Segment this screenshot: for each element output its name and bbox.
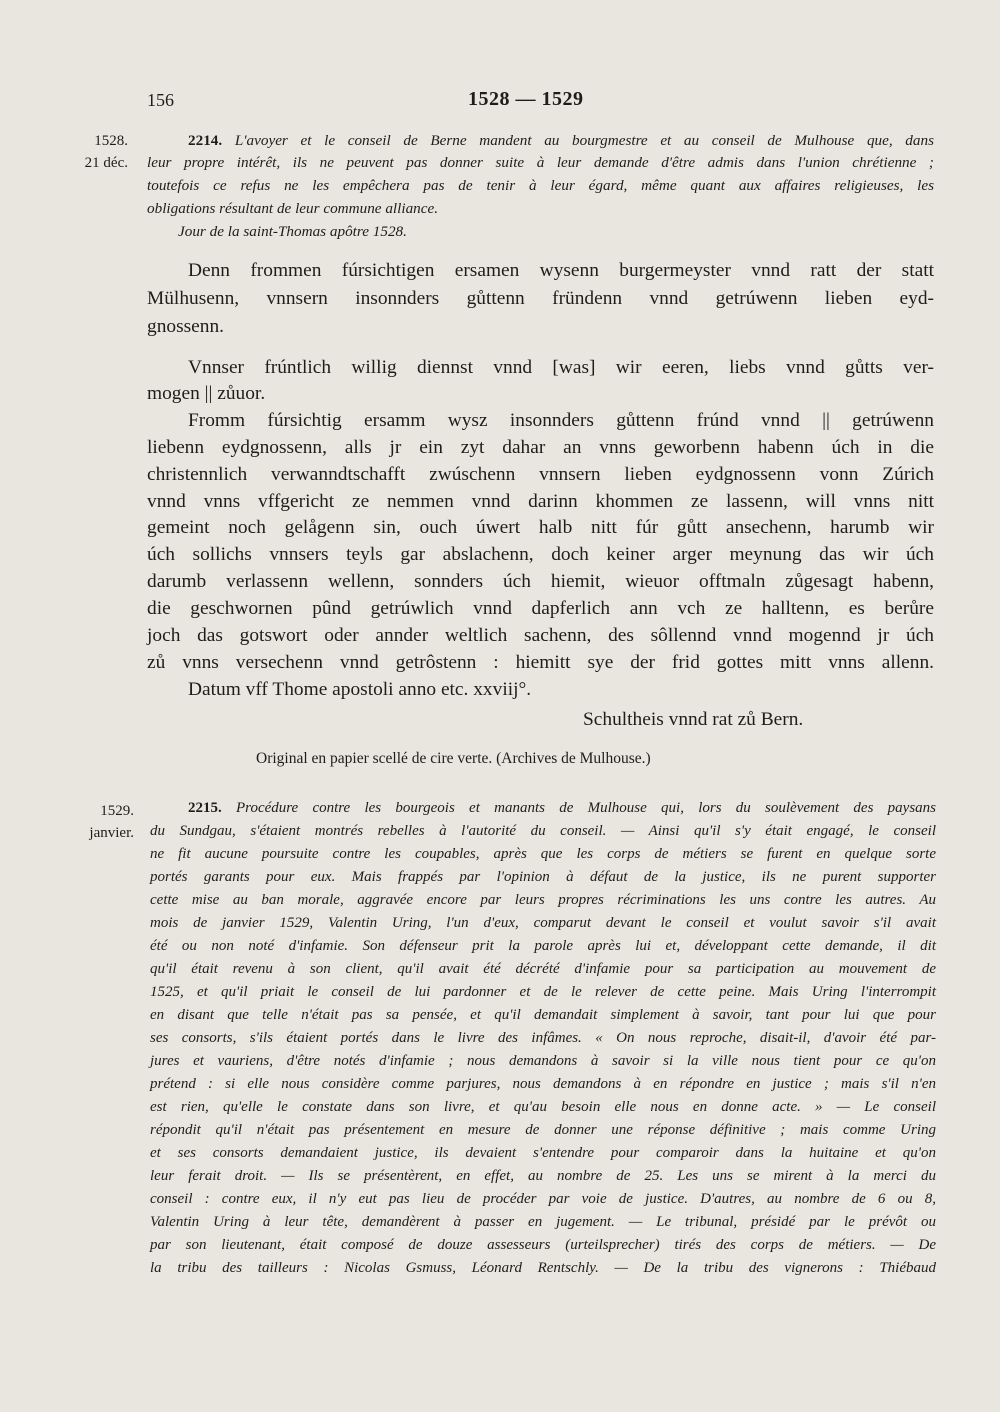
entry-2215-line: ses consorts, s'ils étaient portés dans le livre des infâmes. « On nous reproche, disait-il, d'avoir été par- [150, 1030, 936, 1046]
page-number: 156 [147, 90, 174, 110]
entry-2215-line: et ses consorts demandaient justice, ils devaient s'entendre pour comparoir dans la huitaine et qu'on [150, 1145, 936, 1161]
entry-2215-line: cette mise au ban morale, aggravée encore par leurs propres récriminations les uns contre les autres. Au [150, 892, 936, 908]
entry-2215-line: été ou non noté d'infamie. Son défenseur prit la parole après lui et, développant cette demande, il dit [150, 938, 936, 954]
text-line: joch das gotswort oder annder weltlich sachenn, des sôllennd vnnd mogennd jr úch [147, 625, 934, 646]
text-line: Datum vff Thome apostoli anno etc. xxviij°. [188, 679, 532, 700]
margin-date: 21 déc. [84, 155, 128, 171]
entry-2215-line: 1525, et qu'il priait le conseil de lui pardonner et de le relever de cette peine. Mais Uring l'interrompit [150, 984, 936, 1000]
entry-2215-line: est rien, qu'elle le constate dans son livre, et qu'au besoin elle nous en donne acte. » — Le conseil [150, 1099, 936, 1115]
text-line: gemeint noch gelågenn sin, ouch úwert halb nitt fúr gůtt ansechenn, harumb wir [147, 517, 934, 538]
text-line: darumb verlassenn wellenn, sonnders úch hiemit, wieuor offtmaln zůgesagt habenn, [147, 571, 934, 592]
entry-2214-summary-line-2: leur propre intérêt, ils ne peuvent pas donner suite à leur demande d'être admis dans l'union chrétienne ; [147, 154, 934, 171]
entry-number: 2214. [188, 132, 223, 149]
text-line: Vnnser frúntlich willig diennst vnnd [was] wir eeren, liebs vnnd gůtts ver- [188, 357, 934, 378]
text-line: Denn frommen fúrsichtigen ersamen wysenn burgermeyster vnnd ratt der statt [188, 260, 934, 281]
entry-2215-line: par son lieutenant, était composé de douze assesseurs (urteilsprecher) tirés des corps de métiers. — De [150, 1237, 936, 1253]
running-head: 1528 — 1529 [468, 88, 584, 110]
entry-2214-summary-line-1: 2214. L'avoyer et le conseil de Berne mandent au bourgmestre et au conseil de Mulhouse que, dans [188, 132, 935, 149]
entry-2215-line: mois de janvier 1529, Valentin Uring, l'un d'eux, comparut devant le conseil et voulut savoir s'il avait [150, 915, 936, 931]
text-line: mogen || zůuor. [147, 383, 266, 404]
entry-2214-date-line: Jour de la saint-Thomas apôtre 1528. [178, 223, 407, 240]
text-line: úch sollichs vnnsers teyls gar abslachenn, doch keiner arger meynung das wir úch [147, 544, 934, 565]
margin-year: 1529. [100, 803, 134, 819]
entry-2215-line: prétend : si elle nous considère comme parjures, nous demandons à en répondre en justice ; mais s'il n'en [150, 1076, 936, 1092]
margin-date: janvier. [89, 825, 134, 841]
text-line: die geschwornen pûnd getrúwlich vnnd dapferlich ann vch ze halltenn, es berůre [147, 598, 934, 619]
margin-year: 1528. [94, 133, 128, 149]
text-line: liebenn eydgnossenn, alls jr ein zyt dahar an vnns geworbenn habenn úch in die [147, 437, 934, 458]
text-line: christennlich verwanndtschafft zwúschenn vnnsern lieben eydgnossenn vonn Zúrich [147, 464, 934, 485]
text-line: Fromm fúrsichtig ersamm wysz insonnders gůttenn frúnd vnnd || getrúwenn [188, 410, 934, 431]
entry-2215-line: jures et vauriens, d'être notés d'infamie ; nous demandons à savoir si la ville nous tient pour ce qu'on [150, 1053, 936, 1069]
entry-2215-line-1: 2215. Procédure contre les bourgeois et manants de Mulhouse qui, lors du soulèvement des paysans [188, 800, 936, 816]
entry-2215-line: en disant que telle n'était pas sa pensée, et qu'il demandait simplement à savoir, tant pour lui que pour [150, 1007, 936, 1023]
text-line: vnnd vnns vffgericht ze nemmen vnnd darinn khommen ze lassenn, will vnns nitt [147, 491, 934, 512]
text-line: zů vnns versechenn vnnd getrôstenn : hiemitt sye der frid gottes mitt vnns allenn. [147, 652, 934, 673]
entry-2215-line: qu'il était revenu à son client, qu'il avait été décrété d'infamie pour sa participation au mouvement de [150, 961, 936, 977]
entry-2215-line: répondit qu'il n'était pas présentement en mesure de donner une réponse définitive ; mais comme Uring [150, 1122, 936, 1138]
entry-2214-summary-line-3: toutefois ce refus ne les empêchera pas de tenir à leur égard, même quant aux affaires religieuses, les [147, 177, 934, 194]
entry-2215-line: du Sundgau, s'étaient montrés rebelles à l'autorité du conseil. — Ainsi qu'il s'y était engagé, le conseil [150, 823, 936, 839]
source-note: Original en papier scellé de cire verte. (Archives de Mulhouse.) [256, 750, 651, 767]
entry-2214-summary-line-4: obligations résultant de leur commune alliance. [147, 200, 439, 217]
entry-2215-line: conseil : contre eux, il n'y eut pas lieu de procéder par voie de justice. D'autres, au nombre de 6 ou 8, [150, 1191, 936, 1207]
entry-2215-line: Valentin Uring à leur tête, demandèrent à passer en jugement. — Le tribunal, présidé par le prévôt ou [150, 1214, 936, 1230]
text-line: gnossenn. [147, 316, 225, 337]
entry-number: 2215. [188, 800, 222, 816]
entry-2214-margin [60, 130, 128, 174]
signature: Schultheis vnnd rat zů Bern. [583, 709, 804, 730]
entry-2215-line: la tribu des tailleurs : Nicolas Gsmuss, Léonard Rentschly. — De la tribu des vignerons : Thiébaud [150, 1260, 936, 1276]
entry-2215-line: portés garants pour eux. Mais frappés par l'opinion à défaut de la justice, ils ne purent supporter [150, 869, 936, 885]
entry-2215-line: leur ferait droit. — Ils se présentèrent, en effet, au nombre de 25. Les uns se mirent à la merci du [150, 1168, 936, 1184]
entry-2215-line: ne fit aucune poursuite contre les coupables, après que les corps de métiers se furent en quelque sorte [150, 846, 936, 862]
text-line: Mülhusenn, vnnsern insonnders gůttenn fründenn vnnd getrúwenn lieben eyd- [147, 288, 934, 309]
entry-2215-margin [60, 800, 134, 844]
